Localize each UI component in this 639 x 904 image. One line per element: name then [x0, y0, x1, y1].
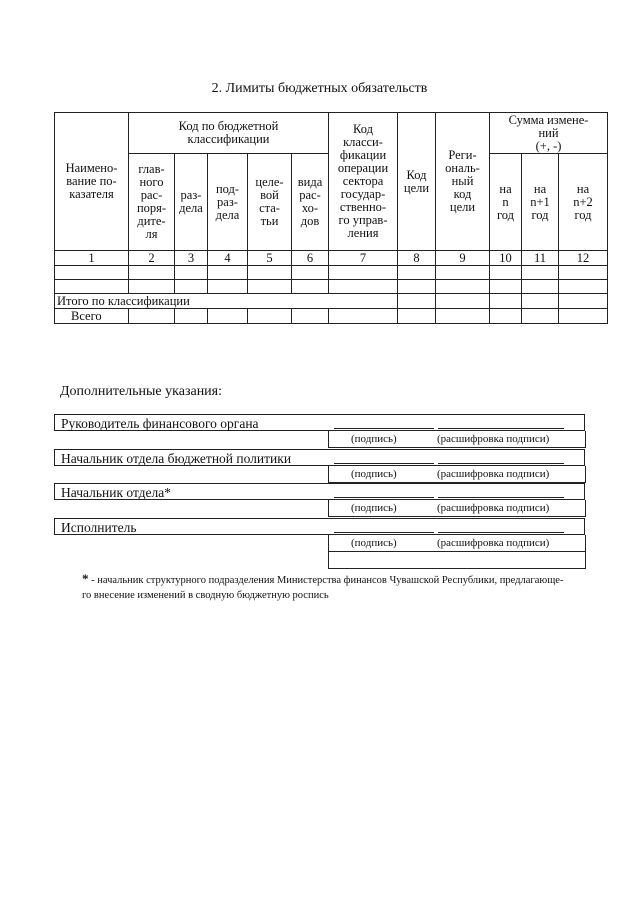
signature-caption-row — [328, 500, 586, 517]
column-number: 5 — [248, 251, 292, 266]
budget-limits-table — [54, 112, 608, 324]
signature-line — [334, 463, 434, 464]
data-row-empty — [55, 266, 608, 280]
column-number: 3 — [175, 251, 208, 266]
classification-subtotal-row — [55, 294, 608, 309]
decode-line — [438, 497, 564, 498]
decode-line — [438, 428, 564, 429]
header-year-n: на n год — [490, 154, 522, 251]
signature-line — [334, 497, 434, 498]
column-number: 7 — [329, 251, 398, 266]
column-number: 11 — [522, 251, 559, 266]
column-number: 4 — [208, 251, 248, 266]
section-title: 2. Лимиты бюджетных обязательств — [211, 81, 428, 96]
column-number: 9 — [436, 251, 490, 266]
column-number: 10 — [490, 251, 522, 266]
decode-caption: (расшифровка подписи) — [437, 537, 550, 549]
column-number: 6 — [292, 251, 329, 266]
signature-caption: (подпись) — [351, 433, 397, 445]
signature-caption: (подпись) — [351, 468, 397, 480]
header-budget-code: Код по бюджетной классификации — [129, 113, 329, 154]
column-number: 8 — [398, 251, 436, 266]
header-main-manager: глав- ного рас- поря- дите- ля — [129, 154, 175, 251]
header-change-sum: Сумма измене- ний (+, -) — [490, 113, 608, 154]
subtotal-label: Итого по классификации — [55, 294, 398, 309]
signature-role: Исполнитель — [54, 518, 585, 535]
header-expense-type: вида рас- хо- дов — [292, 154, 329, 251]
header-year-n2: на n+2 год — [559, 154, 608, 251]
decode-line — [438, 463, 564, 464]
decode-caption: (расшифровка подписи) — [437, 502, 550, 514]
header-gov-sector-code: Код класси- фикации операции сектора государ- ственно- го управ- ления — [329, 113, 398, 251]
decode-caption: (расшифровка подписи) — [437, 468, 550, 480]
additional-instructions-title: Дополнительные указания: — [60, 384, 223, 399]
signature-caption-row — [328, 431, 586, 448]
signature-caption-row — [328, 466, 586, 483]
signature-line — [334, 428, 434, 429]
header-goal-code: Код цели — [398, 113, 436, 251]
header-subsection: под- раз- дела — [208, 154, 248, 251]
data-row-empty — [55, 280, 608, 294]
header-regional-goal-code: Реги- ональ- ный код цели — [436, 113, 490, 251]
footnote-text: - начальник структурного подразделения Министерства финансов Чувашской Республики, предлагающе- го внесение изменений в сводную бюджетную роспись — [82, 575, 564, 601]
total-row — [55, 309, 608, 324]
signature-role: Начальник отдела бюджетной политики — [54, 449, 585, 466]
signature-role: Руководитель финансового органа — [54, 414, 585, 431]
footnote — [82, 571, 602, 603]
signature-role: Начальник отдела* — [54, 483, 585, 500]
header-name: Наимено- вание по- казателя — [55, 113, 129, 251]
header-target-article: целе- вой ста- тьи — [248, 154, 292, 251]
header-year-n1: на n+1 год — [522, 154, 559, 251]
signature-caption: (подпись) — [351, 502, 397, 514]
signature-line — [334, 532, 434, 533]
footnote-marker: * — [82, 571, 89, 586]
signature-caption-row — [328, 535, 586, 552]
total-label: Всего — [55, 309, 129, 324]
header-section: раз- дела — [175, 154, 208, 251]
signature-caption: (подпись) — [351, 537, 397, 549]
decode-caption: (расшифровка подписи) — [437, 433, 550, 445]
column-number: 12 — [559, 251, 608, 266]
column-number: 2 — [129, 251, 175, 266]
column-number-row — [55, 251, 608, 266]
column-number: 1 — [55, 251, 129, 266]
decode-line — [438, 532, 564, 533]
signature-extra-row — [328, 552, 586, 569]
